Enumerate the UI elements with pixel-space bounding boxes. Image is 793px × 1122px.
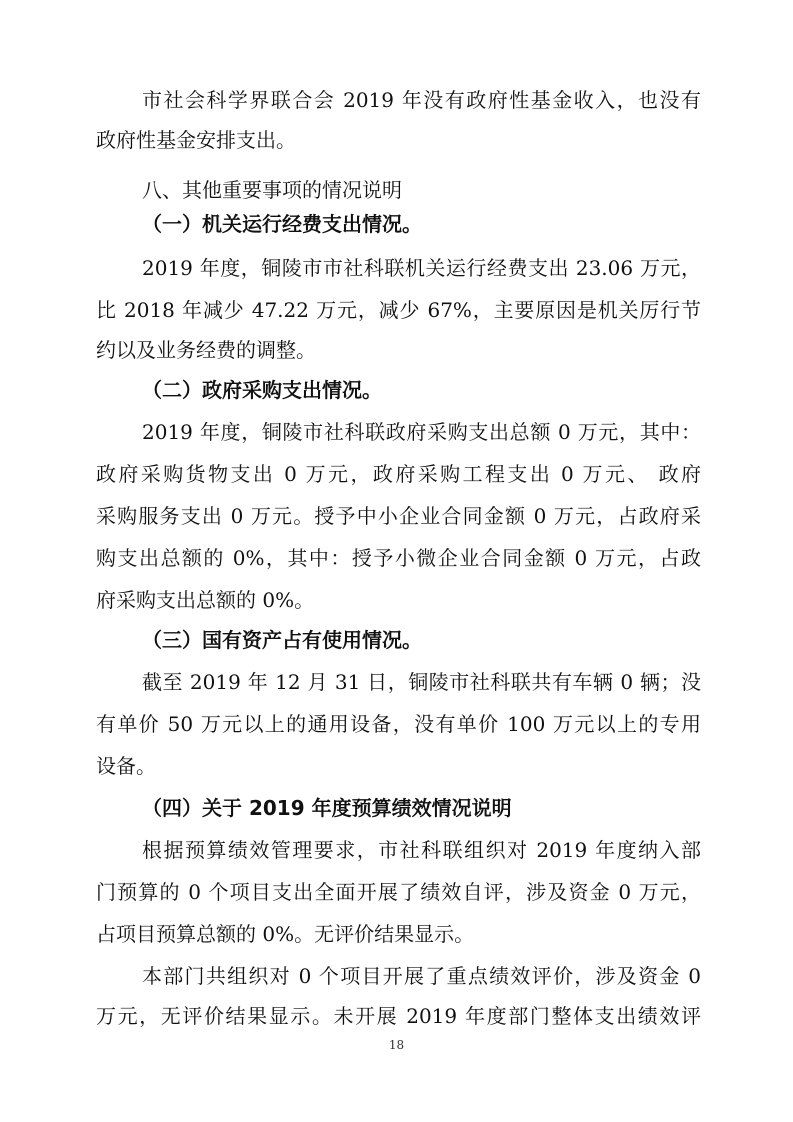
paragraph-line: 根据预算绩效管理要求，市社科联组织对 2019 年度纳入部 (142, 838, 701, 862)
paragraph-line: 2019 年度，铜陵市市社科联机关运行经费支出 23.06 万元， (142, 256, 701, 280)
section-heading: 八、其他重要事项的情况说明 (142, 178, 402, 202)
subsection-heading: （四）关于 2019 年度预算绩效情况说明 (142, 796, 512, 820)
paragraph-line: 2019 年度，铜陵市社科联政府采购支出总额 0 万元，其中： (142, 420, 701, 444)
paragraph-line: 万元，无评价结果显示。未开展 2019 年度部门整体支出绩效评 (96, 1004, 701, 1028)
page-number: 18 (388, 1038, 405, 1052)
paragraph-line: 约以及业务经费的调整。 (96, 338, 316, 362)
paragraph-line: 府采购支出总额的 0%。 (96, 588, 315, 612)
paragraph-line: 门预算的 0 个项目支出全面开展了绩效自评，涉及资金 0 万元， (96, 880, 701, 904)
paragraph-line: 比 2018 年减少 47.22 万元，减少 67%，主要原因是机关厉行节 (96, 298, 701, 322)
paragraph-line: 占项目预算总额的 0%。无评价结果显示。 (96, 922, 475, 946)
subsection-heading: （二）政府采购支出情况。 (142, 378, 382, 402)
paragraph-line: 政府性基金安排支出。 (96, 128, 296, 152)
paragraph-line: 购支出总额的 0%，其中：授予小微企业合同金额 0 万元，占政 (96, 546, 701, 570)
subsection-heading: （一）机关运行经费支出情况。 (142, 212, 422, 236)
paragraph-line: 采购服务支出 0 万元。授予中小企业合同金额 0 万元，占政府采 (96, 504, 701, 528)
subsection-heading: （三）国有资产占有使用情况。 (142, 628, 422, 652)
paragraph-line: 截至 2019 年 12 月 31 日，铜陵市社科联共有车辆 0 辆；没 (142, 670, 701, 694)
paragraph-line: 有单价 50 万元以上的通用设备，没有单价 100 万元以上的专用 (96, 712, 701, 736)
paragraph-line: 本部门共组织对 0 个项目开展了重点绩效评价，涉及资金 0 (142, 964, 701, 988)
paragraph-line: 市社会科学界联合会 2019 年没有政府性基金收入，也没有 (142, 88, 701, 112)
paragraph-line: 设备。 (96, 754, 156, 778)
paragraph-line: 政府采购货物支出 0 万元，政府采购工程支出 0 万元、 政府 (96, 462, 701, 486)
